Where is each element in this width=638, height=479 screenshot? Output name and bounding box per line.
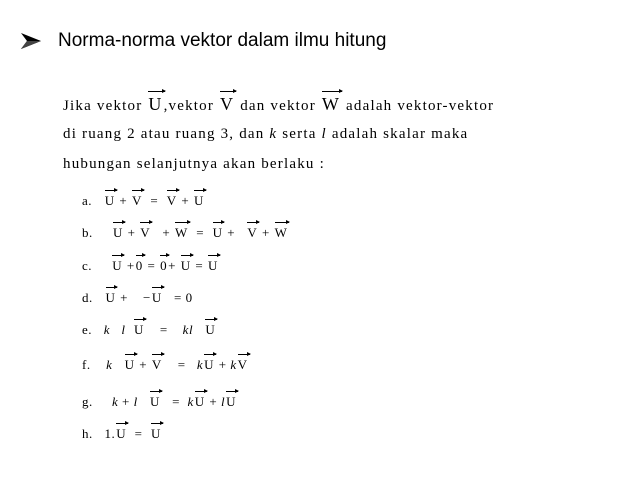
vector-w: W	[174, 225, 188, 240]
vector-u: U	[150, 394, 160, 409]
intro-line-1	[63, 94, 494, 115]
vector-u: U	[116, 426, 127, 441]
scalar-kl: kl	[182, 322, 194, 337]
scalar-k: k	[187, 394, 194, 409]
property-g	[82, 394, 237, 410]
property-a	[82, 193, 205, 209]
item-label: c.	[82, 258, 93, 273]
vector-u: U	[194, 394, 205, 409]
scalar-k: k	[196, 357, 204, 372]
zero-vector: 0	[135, 258, 143, 273]
scalar-l: l	[121, 322, 126, 337]
property-d	[82, 290, 193, 306]
operator-plus: +	[119, 193, 128, 208]
item-label: d.	[82, 290, 93, 305]
scalar-one: 1.	[104, 426, 116, 441]
scalar-l: l	[321, 126, 327, 142]
intro-text: adalah skalar maka	[331, 126, 469, 142]
item-label: b.	[82, 225, 93, 240]
vector-u: U	[113, 225, 123, 240]
vector-u: U	[112, 258, 123, 273]
vector-u: U	[151, 290, 162, 305]
item-label: g.	[82, 394, 93, 409]
operator-equals: =	[147, 258, 156, 273]
vector-w: W	[321, 94, 341, 114]
arrowhead-bullet-icon	[20, 32, 42, 50]
intro-text: di ruang 2 atau ruang 3, dan	[63, 126, 265, 142]
property-b	[82, 225, 288, 241]
intro-text: adalah vektor-vektor	[346, 98, 495, 114]
item-label: a.	[82, 193, 93, 208]
item-label: h.	[82, 426, 93, 441]
item-label: f.	[82, 357, 91, 372]
scalar-k: k	[112, 394, 119, 409]
operator-equals: =	[196, 225, 205, 240]
vector-u: U	[133, 322, 144, 337]
property-h	[82, 426, 162, 442]
operator-plus: +	[209, 394, 218, 409]
vector-u: U	[193, 193, 204, 208]
vector-v: V	[220, 94, 235, 114]
section-heading: Norma-norma vektor dalam ilmu hitung	[58, 30, 387, 51]
scalar-l: l	[133, 394, 138, 409]
operator-plus: +	[162, 225, 171, 240]
vector-u: U	[212, 225, 223, 240]
vector-u: U	[124, 357, 135, 372]
operator-plus: +	[218, 357, 227, 372]
zero-vector: 0	[160, 258, 168, 273]
operator-equals: =	[150, 193, 159, 208]
operator-equals: =	[173, 290, 182, 305]
vector-v: V	[247, 225, 258, 240]
intro-text: dan vektor	[240, 98, 316, 114]
vector-u: U	[205, 322, 216, 337]
operator-plus: +	[227, 225, 236, 240]
property-c	[82, 258, 219, 274]
operator-plus: +	[168, 258, 176, 273]
intro-text: serta	[282, 126, 317, 142]
operator-equals: =	[172, 394, 180, 409]
intro-line-3: hubungan selanjutnya akan berlaku :	[63, 156, 325, 172]
vector-v: V	[140, 225, 151, 240]
scalar-k: k	[230, 357, 237, 372]
vector-v: V	[151, 357, 162, 372]
vector-u: U	[180, 258, 191, 273]
property-f	[82, 357, 249, 373]
vector-u: U	[204, 357, 215, 372]
vector-u: U	[105, 290, 116, 305]
operator-equals: =	[195, 258, 204, 273]
scalar-k: k	[106, 357, 113, 372]
scalar-l: l	[221, 394, 226, 409]
zero-value: 0	[185, 290, 193, 305]
intro-line-2	[63, 126, 468, 143]
operator-plus: +	[127, 225, 136, 240]
vector-u: U	[150, 426, 161, 441]
heading-row	[20, 30, 386, 52]
scalar-k: k	[103, 322, 111, 337]
vector-v: V	[237, 357, 248, 372]
item-label: e.	[82, 322, 93, 337]
operator-equals: =	[177, 357, 186, 372]
operator-equals: =	[134, 426, 143, 441]
vector-v: V	[132, 193, 142, 208]
operator-equals: =	[159, 322, 168, 337]
vector-u: U	[207, 258, 218, 273]
operator-plus: +	[126, 258, 135, 273]
vector-u: U	[148, 94, 163, 114]
vector-w: W	[274, 225, 288, 240]
intro-text: Jika vektor	[63, 98, 143, 114]
operator-plus: +	[181, 193, 190, 208]
operator-minus: −	[142, 290, 151, 305]
intro-text: ,vektor	[163, 98, 215, 114]
operator-plus: +	[120, 290, 128, 305]
operator-plus: +	[122, 394, 130, 409]
vector-u: U	[226, 394, 237, 409]
vector-u: U	[104, 193, 115, 208]
vector-v: V	[166, 193, 177, 208]
operator-plus: +	[261, 225, 270, 240]
scalar-k: k	[269, 126, 278, 142]
property-e	[82, 322, 216, 338]
operator-plus: +	[139, 357, 148, 372]
